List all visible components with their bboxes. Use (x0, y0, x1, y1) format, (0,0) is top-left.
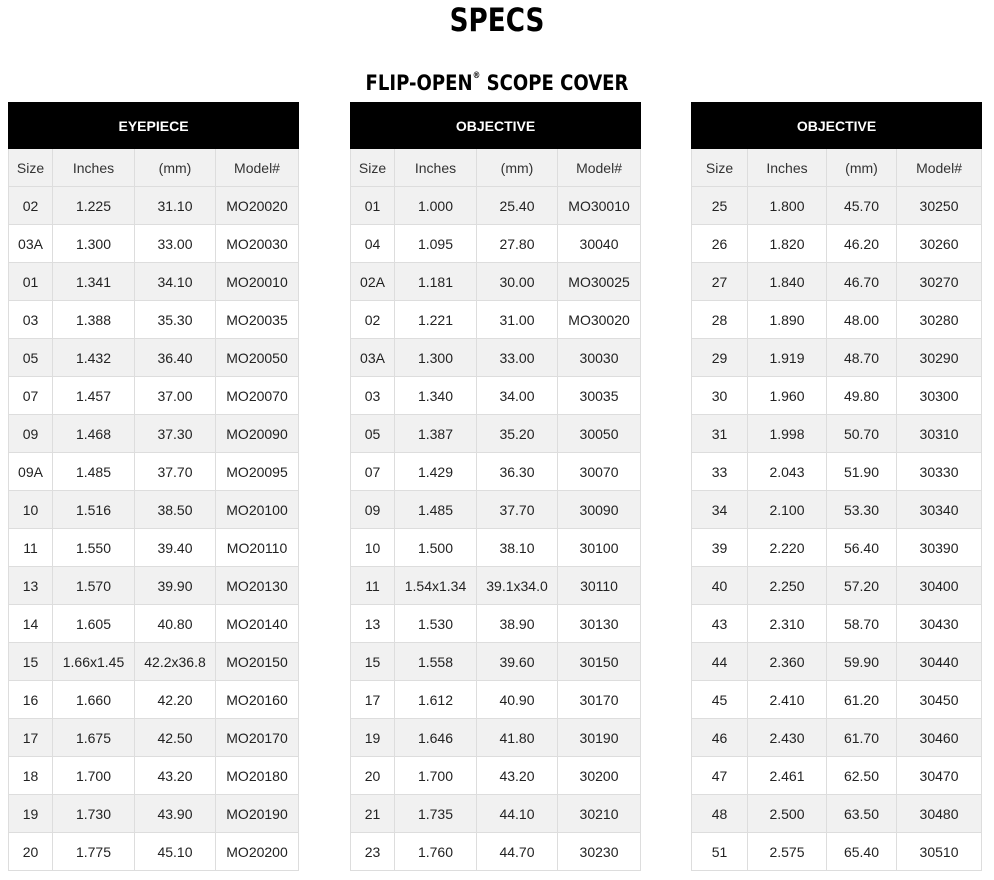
model-cell: 30250 (897, 187, 982, 225)
model-cell: 30150 (558, 643, 641, 681)
model-cell: 30230 (558, 833, 641, 871)
mm-cell: 27.80 (477, 225, 558, 263)
size-cell: 10 (9, 491, 53, 529)
inches-cell: 1.675 (53, 719, 135, 757)
table-row (692, 757, 982, 795)
inches-cell: 2.250 (748, 567, 827, 605)
model-cell: MO30010 (558, 187, 641, 225)
inches-cell: 1.181 (395, 263, 477, 301)
model-cell: MO20160 (216, 681, 299, 719)
size-cell: 30 (692, 377, 748, 415)
mm-cell: 42.50 (135, 719, 216, 757)
mm-cell: 44.10 (477, 795, 558, 833)
table-row (9, 567, 299, 605)
model-cell: 30280 (897, 301, 982, 339)
size-cell: 10 (351, 529, 395, 567)
mm-cell: 46.70 (827, 263, 897, 301)
table-row (9, 301, 299, 339)
model-cell: 30070 (558, 453, 641, 491)
size-cell: 09A (9, 453, 53, 491)
inches-cell: 1.485 (395, 491, 477, 529)
inches-cell: 1.646 (395, 719, 477, 757)
mm-cell: 41.80 (477, 719, 558, 757)
column-header-row (692, 149, 982, 187)
size-cell: 03A (351, 339, 395, 377)
inches-column-header: Inches (748, 149, 827, 187)
model-cell: MO20170 (216, 719, 299, 757)
size-cell: 47 (692, 757, 748, 795)
table-row (351, 377, 641, 415)
inches-cell: 1.432 (53, 339, 135, 377)
size-cell: 43 (692, 605, 748, 643)
inches-cell: 2.220 (748, 529, 827, 567)
table-row (9, 453, 299, 491)
mm-cell: 58.70 (827, 605, 897, 643)
inches-cell: 1.530 (395, 605, 477, 643)
model-cell: MO20010 (216, 263, 299, 301)
model-cell: 30300 (897, 377, 982, 415)
subtitle-suffix: SCOPE COVER (480, 71, 629, 95)
model-cell: MO20190 (216, 795, 299, 833)
size-cell: 09 (9, 415, 53, 453)
table-row (351, 187, 641, 225)
size-cell: 51 (692, 833, 748, 871)
size-cell: 03A (9, 225, 53, 263)
mm-cell: 33.00 (135, 225, 216, 263)
table-row (9, 263, 299, 301)
table-row (692, 643, 982, 681)
page-title: SPECS (449, 1, 545, 39)
mm-cell: 42.20 (135, 681, 216, 719)
table-row (692, 795, 982, 833)
size-column-header: Size (9, 149, 53, 187)
inches-cell: 1.66x1.45 (53, 643, 135, 681)
inches-cell: 1.919 (748, 339, 827, 377)
size-cell: 31 (692, 415, 748, 453)
model-column-header: Model# (897, 149, 982, 187)
table-row (351, 415, 641, 453)
model-cell: 30190 (558, 719, 641, 757)
mm-cell: 50.70 (827, 415, 897, 453)
size-cell: 23 (351, 833, 395, 871)
table-row (9, 681, 299, 719)
size-cell: 19 (9, 795, 53, 833)
size-cell: 27 (692, 263, 748, 301)
inches-cell: 1.516 (53, 491, 135, 529)
size-cell: 02A (351, 263, 395, 301)
size-column-header: Size (351, 149, 395, 187)
table-row (9, 605, 299, 643)
inches-cell: 1.700 (53, 757, 135, 795)
model-cell: 30310 (897, 415, 982, 453)
mm-cell: 61.20 (827, 681, 897, 719)
mm-cell: 59.90 (827, 643, 897, 681)
inches-cell: 1.998 (748, 415, 827, 453)
model-cell: 30050 (558, 415, 641, 453)
model-cell: 30400 (897, 567, 982, 605)
mm-cell: 49.80 (827, 377, 897, 415)
inches-cell: 1.735 (395, 795, 477, 833)
mm-cell: 43.90 (135, 795, 216, 833)
size-cell: 03 (9, 301, 53, 339)
objective-spec-table-1 (350, 102, 641, 871)
inches-cell: 1.225 (53, 187, 135, 225)
size-cell: 33 (692, 453, 748, 491)
table-row (351, 719, 641, 757)
mm-cell: 40.80 (135, 605, 216, 643)
model-cell: MO20050 (216, 339, 299, 377)
size-cell: 17 (9, 719, 53, 757)
size-cell: 13 (351, 605, 395, 643)
table-row (692, 225, 982, 263)
size-cell: 46 (692, 719, 748, 757)
size-cell: 15 (9, 643, 53, 681)
inches-cell: 1.730 (53, 795, 135, 833)
mm-cell: 36.40 (135, 339, 216, 377)
eyepiece-spec-table (8, 102, 299, 871)
model-cell: 30030 (558, 339, 641, 377)
mm-cell: 45.10 (135, 833, 216, 871)
table-row (9, 491, 299, 529)
column-header-row (351, 149, 641, 187)
mm-cell: 30.00 (477, 263, 558, 301)
mm-column-header: (mm) (135, 149, 216, 187)
size-cell: 34 (692, 491, 748, 529)
table-row (351, 529, 641, 567)
model-cell: 30260 (897, 225, 982, 263)
model-cell: 30450 (897, 681, 982, 719)
table-row (9, 415, 299, 453)
mm-cell: 61.70 (827, 719, 897, 757)
inches-cell: 2.461 (748, 757, 827, 795)
model-cell: MO20110 (216, 529, 299, 567)
inches-cell: 1.612 (395, 681, 477, 719)
size-cell: 44 (692, 643, 748, 681)
registered-mark: ® (472, 71, 481, 81)
inches-cell: 1.550 (53, 529, 135, 567)
mm-cell: 37.70 (135, 453, 216, 491)
mm-cell: 65.40 (827, 833, 897, 871)
table-row (9, 757, 299, 795)
mm-cell: 33.00 (477, 339, 558, 377)
table-row (9, 643, 299, 681)
inches-cell: 1.890 (748, 301, 827, 339)
inches-cell: 2.430 (748, 719, 827, 757)
inches-cell: 1.457 (53, 377, 135, 415)
model-cell: MO20095 (216, 453, 299, 491)
table-row (351, 605, 641, 643)
inches-cell: 2.310 (748, 605, 827, 643)
model-cell: 30130 (558, 605, 641, 643)
subtitle-text: FLIP-OPEN (365, 71, 473, 95)
table-row (692, 187, 982, 225)
inches-cell: 1.800 (748, 187, 827, 225)
table-row (692, 453, 982, 491)
size-cell: 02 (9, 187, 53, 225)
inches-cell: 2.410 (748, 681, 827, 719)
size-cell: 05 (9, 339, 53, 377)
size-cell: 21 (351, 795, 395, 833)
mm-cell: 62.50 (827, 757, 897, 795)
model-cell: MO20070 (216, 377, 299, 415)
inches-cell: 1.300 (53, 225, 135, 263)
mm-cell: 45.70 (827, 187, 897, 225)
mm-cell: 48.70 (827, 339, 897, 377)
inches-cell: 1.429 (395, 453, 477, 491)
table-row (692, 719, 982, 757)
inches-cell: 2.575 (748, 833, 827, 871)
model-cell: 30270 (897, 263, 982, 301)
model-cell: 30430 (897, 605, 982, 643)
inches-cell: 2.500 (748, 795, 827, 833)
inches-cell: 1.000 (395, 187, 477, 225)
model-cell: 30100 (558, 529, 641, 567)
size-cell: 05 (351, 415, 395, 453)
table-row (9, 377, 299, 415)
mm-cell: 40.90 (477, 681, 558, 719)
table-row (351, 795, 641, 833)
table-row (692, 263, 982, 301)
objective-spec-table-2 (691, 102, 982, 871)
mm-cell: 39.90 (135, 567, 216, 605)
inches-cell: 2.100 (748, 491, 827, 529)
model-column-header: Model# (216, 149, 299, 187)
table-row (351, 681, 641, 719)
model-cell: MO30025 (558, 263, 641, 301)
table-group-header: OBJECTIVE (692, 103, 982, 149)
model-cell: 30480 (897, 795, 982, 833)
table-row (692, 339, 982, 377)
inches-cell: 1.095 (395, 225, 477, 263)
model-cell: 30090 (558, 491, 641, 529)
size-cell: 15 (351, 643, 395, 681)
table-row (351, 833, 641, 871)
size-cell: 28 (692, 301, 748, 339)
inches-cell: 1.300 (395, 339, 477, 377)
section-subtitle (70, 64, 925, 96)
table-row (9, 719, 299, 757)
model-cell: 30440 (897, 643, 982, 681)
mm-cell: 44.70 (477, 833, 558, 871)
model-cell: MO20180 (216, 757, 299, 795)
table-group-header: OBJECTIVE (351, 103, 641, 149)
mm-cell: 51.90 (827, 453, 897, 491)
mm-cell: 38.50 (135, 491, 216, 529)
mm-cell: 25.40 (477, 187, 558, 225)
table-row (351, 491, 641, 529)
mm-cell: 43.20 (135, 757, 216, 795)
size-column-header: Size (692, 149, 748, 187)
model-cell: 30170 (558, 681, 641, 719)
mm-column-header: (mm) (477, 149, 558, 187)
mm-cell: 37.70 (477, 491, 558, 529)
mm-cell: 36.30 (477, 453, 558, 491)
model-cell: 30035 (558, 377, 641, 415)
mm-cell: 56.40 (827, 529, 897, 567)
inches-cell: 1.760 (395, 833, 477, 871)
table-row (692, 833, 982, 871)
table-row (9, 795, 299, 833)
size-cell: 26 (692, 225, 748, 263)
table-row (692, 491, 982, 529)
size-cell: 13 (9, 567, 53, 605)
table-row (692, 377, 982, 415)
model-cell: MO20100 (216, 491, 299, 529)
inches-cell: 1.820 (748, 225, 827, 263)
model-cell: MO20090 (216, 415, 299, 453)
model-cell: 30330 (897, 453, 982, 491)
table-group-header: EYEPIECE (9, 103, 299, 149)
size-cell: 45 (692, 681, 748, 719)
model-cell: 30040 (558, 225, 641, 263)
inches-column-header: Inches (395, 149, 477, 187)
table-row (9, 225, 299, 263)
table-row (692, 529, 982, 567)
model-cell: 30200 (558, 757, 641, 795)
mm-cell: 37.30 (135, 415, 216, 453)
size-cell: 01 (351, 187, 395, 225)
model-cell: MO20130 (216, 567, 299, 605)
inches-cell: 1.700 (395, 757, 477, 795)
model-cell: MO20140 (216, 605, 299, 643)
size-cell: 40 (692, 567, 748, 605)
model-cell: 30460 (897, 719, 982, 757)
mm-cell: 37.00 (135, 377, 216, 415)
table-row (9, 187, 299, 225)
size-cell: 07 (351, 453, 395, 491)
inches-cell: 2.043 (748, 453, 827, 491)
mm-cell: 34.10 (135, 263, 216, 301)
size-cell: 11 (351, 567, 395, 605)
table-row (692, 415, 982, 453)
table-row (351, 567, 641, 605)
model-cell: MO20200 (216, 833, 299, 871)
table-row (9, 529, 299, 567)
size-cell: 07 (9, 377, 53, 415)
model-cell: 30470 (897, 757, 982, 795)
size-cell: 04 (351, 225, 395, 263)
mm-cell: 48.00 (827, 301, 897, 339)
size-cell: 02 (351, 301, 395, 339)
mm-cell: 39.1x34.0 (477, 567, 558, 605)
mm-cell: 38.10 (477, 529, 558, 567)
size-cell: 29 (692, 339, 748, 377)
mm-cell: 38.90 (477, 605, 558, 643)
table-row (692, 605, 982, 643)
model-cell: 30510 (897, 833, 982, 871)
mm-cell: 31.00 (477, 301, 558, 339)
inches-cell: 1.558 (395, 643, 477, 681)
mm-cell: 34.00 (477, 377, 558, 415)
inches-cell: 1.960 (748, 377, 827, 415)
size-cell: 19 (351, 719, 395, 757)
model-column-header: Model# (558, 149, 641, 187)
table-row (9, 833, 299, 871)
mm-cell: 53.30 (827, 491, 897, 529)
table-row (692, 681, 982, 719)
table-row (351, 643, 641, 681)
mm-cell: 35.20 (477, 415, 558, 453)
inches-cell: 1.54x1.34 (395, 567, 477, 605)
size-cell: 01 (9, 263, 53, 301)
mm-cell: 57.20 (827, 567, 897, 605)
mm-column-header: (mm) (827, 149, 897, 187)
table-row (351, 757, 641, 795)
table-row (351, 301, 641, 339)
size-cell: 11 (9, 529, 53, 567)
inches-cell: 1.605 (53, 605, 135, 643)
mm-cell: 39.60 (477, 643, 558, 681)
inches-column-header: Inches (53, 149, 135, 187)
table-row (351, 453, 641, 491)
inches-cell: 1.388 (53, 301, 135, 339)
size-cell: 48 (692, 795, 748, 833)
size-cell: 39 (692, 529, 748, 567)
inches-cell: 1.500 (395, 529, 477, 567)
model-cell: 30340 (897, 491, 982, 529)
size-cell: 14 (9, 605, 53, 643)
mm-cell: 46.20 (827, 225, 897, 263)
table-row (692, 301, 982, 339)
inches-cell: 1.485 (53, 453, 135, 491)
model-cell: MO20030 (216, 225, 299, 263)
table-row (351, 263, 641, 301)
inches-cell: 1.341 (53, 263, 135, 301)
inches-cell: 1.840 (748, 263, 827, 301)
model-cell: 30210 (558, 795, 641, 833)
size-cell: 25 (692, 187, 748, 225)
mm-cell: 39.40 (135, 529, 216, 567)
inches-cell: 1.468 (53, 415, 135, 453)
mm-cell: 42.2x36.8 (135, 643, 216, 681)
table-row (351, 339, 641, 377)
inches-cell: 1.221 (395, 301, 477, 339)
table-row (9, 339, 299, 377)
size-cell: 16 (9, 681, 53, 719)
size-cell: 20 (9, 833, 53, 871)
size-cell: 17 (351, 681, 395, 719)
size-cell: 18 (9, 757, 53, 795)
inches-cell: 1.387 (395, 415, 477, 453)
mm-cell: 31.10 (135, 187, 216, 225)
inches-cell: 1.660 (53, 681, 135, 719)
mm-cell: 63.50 (827, 795, 897, 833)
model-cell: MO20150 (216, 643, 299, 681)
model-cell: 30110 (558, 567, 641, 605)
size-cell: 09 (351, 491, 395, 529)
inches-cell: 1.570 (53, 567, 135, 605)
inches-cell: 2.360 (748, 643, 827, 681)
model-cell: 30390 (897, 529, 982, 567)
size-cell: 03 (351, 377, 395, 415)
model-cell: MO20035 (216, 301, 299, 339)
model-cell: MO30020 (558, 301, 641, 339)
inches-cell: 1.340 (395, 377, 477, 415)
column-header-row (9, 149, 299, 187)
mm-cell: 43.20 (477, 757, 558, 795)
table-row (351, 225, 641, 263)
model-cell: MO20020 (216, 187, 299, 225)
model-cell: 30290 (897, 339, 982, 377)
inches-cell: 1.775 (53, 833, 135, 871)
size-cell: 20 (351, 757, 395, 795)
table-row (692, 567, 982, 605)
mm-cell: 35.30 (135, 301, 216, 339)
